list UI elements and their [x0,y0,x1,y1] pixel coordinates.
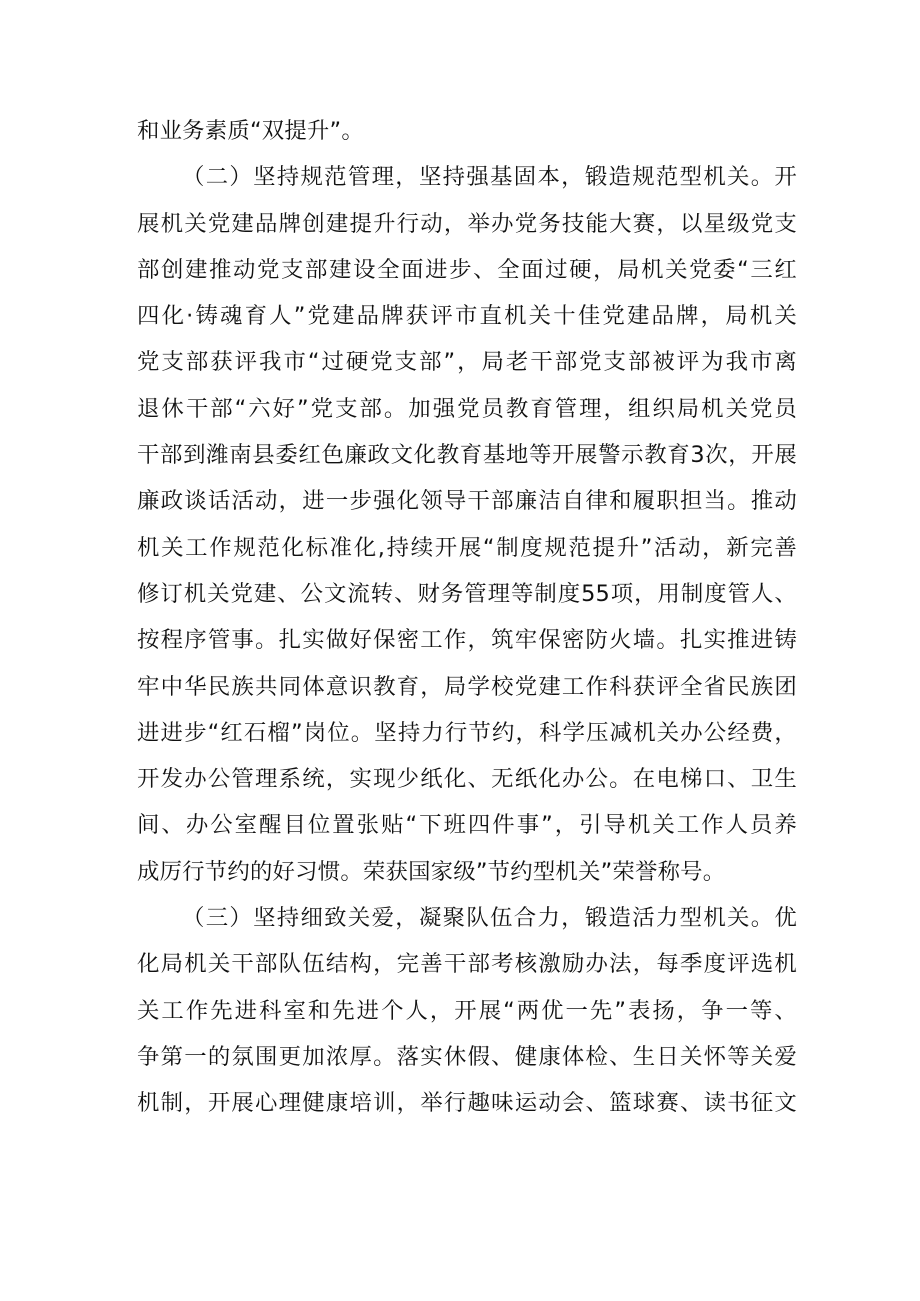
text-line: 成厉行节约的好习惯。荣获国家级”节约型机关”荣誉称号。 [137,858,726,885]
body-text [137,108,797,1127]
section-heading-line: （二）坚持规范管理，坚持强基固本，锻造规范型机关。开 [182,164,797,191]
text-line: 修订机关党建、公文流转、财务管理等制度55项，用制度管人、 [137,580,797,607]
text-line: 部创建推动党支部建设全面进步、全面过硬，局机关党委“三红 [137,256,797,283]
text-line: 开发办公管理系统，实现少纸化、无纸化办公。在电梯口、卫生 [137,766,797,793]
text-line: 进进步“红石榴”岗位。坚持力行节约，科学压减机关办公经费， [137,719,797,746]
text-line: 党支部获评我市“过硬党支部”，局老干部党支部被评为我市离 [137,349,797,376]
text-line: 机制，开展心理健康培训，举行趣味运动会、篮球赛、读书征文 [137,1090,797,1117]
text-line: 展机关党建品牌创建提升行动，举办党务技能大赛，以星级党支 [137,210,797,237]
text-line: 干部到潍南县委红色廉政文化教育基地等开展警示教育3次，开展 [137,442,797,469]
section-heading-line: （三）坚持细致关爱，凝聚队伍合力，锻造活力型机关。优 [182,905,797,932]
text-line: 牢中华民族共同体意识教育，局学校党建工作科获评全省民族团 [137,673,797,700]
text-line: 退休干部“六好”党支部。加强党员教育管理，组织局机关党员 [137,395,797,422]
text-line: 关工作先进科室和先进个人，开展“两优一先”表扬，争一等、 [137,997,797,1024]
text-line: 间、办公室醒目位置张贴“下班四件事”，引导机关工作人员养 [137,812,797,839]
text-line: 机关工作规范化标准化,持续开展“制度规范提升”活动，新完善 [137,534,797,561]
text-line: 争第一的氛围更加浓厚。落实休假、健康体检、生日关怀等关爱 [137,1043,797,1070]
text-line: 廉政谈话活动，进一步强化领导干部廉洁自律和履职担当。推动 [137,488,797,515]
text-line: 和业务素质“双提升”。 [137,118,364,144]
text-line: 按程序管事。扎实做好保密工作，筑牢保密防火墙。扎实推进铸 [137,627,797,654]
text-line: 四化·铸魂育人”党建品牌获评市直机关十佳党建品牌，局机关 [137,303,797,330]
text-line: 化局机关干部队伍结构，完善干部考核激励办法，每季度评选机 [137,951,797,978]
